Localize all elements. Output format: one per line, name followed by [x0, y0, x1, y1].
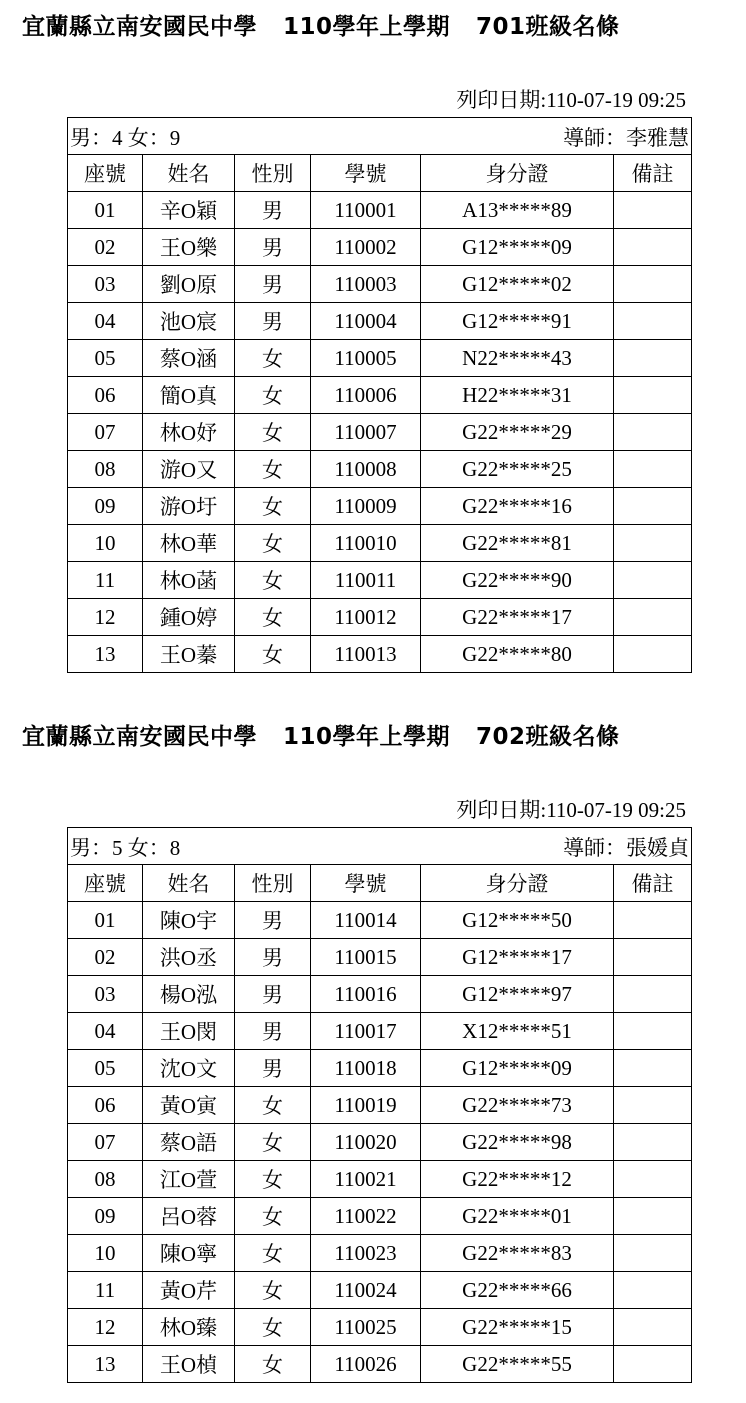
summary-cell	[68, 828, 692, 865]
gender-count: 男：4 女：9	[70, 126, 181, 150]
seat-cell: 06	[68, 1087, 143, 1124]
header-seat: 座號	[68, 155, 143, 192]
note-cell	[614, 414, 692, 451]
student-name-cell: 林O菡	[143, 562, 235, 599]
note-cell	[614, 1124, 692, 1161]
student-no-cell: 110003	[311, 266, 421, 303]
seat-cell: 03	[68, 976, 143, 1013]
table-row	[68, 488, 692, 525]
table-row	[68, 1235, 692, 1272]
table-row	[68, 1087, 692, 1124]
note-cell	[614, 525, 692, 562]
header-row	[68, 155, 692, 192]
note-cell	[614, 902, 692, 939]
gender-cell: 男	[235, 1013, 311, 1050]
table-row	[68, 451, 692, 488]
note-cell	[614, 1235, 692, 1272]
note-cell	[614, 488, 692, 525]
seat-cell: 09	[68, 1198, 143, 1235]
student-name-cell: 陳O寧	[143, 1235, 235, 1272]
id-no-cell: A13*****89	[421, 192, 614, 229]
id-no-cell: G22*****55	[421, 1346, 614, 1383]
note-cell	[614, 1013, 692, 1050]
table-row	[68, 976, 692, 1013]
note-cell	[614, 636, 692, 673]
note-cell	[614, 1198, 692, 1235]
seat-cell: 01	[68, 902, 143, 939]
gender-cell: 女	[235, 1161, 311, 1198]
gender-cell: 女	[235, 1272, 311, 1309]
student-name-cell: 江O萱	[143, 1161, 235, 1198]
term-label: 110學年上學期	[283, 14, 451, 40]
id-no-cell: G12*****97	[421, 976, 614, 1013]
student-name-cell: 黃O寅	[143, 1087, 235, 1124]
note-cell	[614, 939, 692, 976]
student-no-cell: 110018	[311, 1050, 421, 1087]
seat-cell: 13	[68, 636, 143, 673]
id-no-cell: G12*****50	[421, 902, 614, 939]
id-no-cell: G12*****09	[421, 1050, 614, 1087]
student-no-cell: 110026	[311, 1346, 421, 1383]
student-no-cell: 110007	[311, 414, 421, 451]
student-name-cell: 洪O丞	[143, 939, 235, 976]
student-name-cell: 劉O原	[143, 266, 235, 303]
note-cell	[614, 340, 692, 377]
homeroom-teacher: 導師：李雅慧	[563, 126, 690, 150]
student-name-cell: 游O又	[143, 451, 235, 488]
id-no-cell: G22*****66	[421, 1272, 614, 1309]
seat-cell: 06	[68, 377, 143, 414]
note-cell	[614, 599, 692, 636]
student-name-cell: 蔡O涵	[143, 340, 235, 377]
note-cell	[614, 1161, 692, 1198]
student-no-cell: 110025	[311, 1309, 421, 1346]
header-gender: 性別	[235, 865, 311, 902]
gender-cell: 女	[235, 414, 311, 451]
student-no-cell: 110006	[311, 377, 421, 414]
id-no-cell: G22*****81	[421, 525, 614, 562]
gender-cell: 女	[235, 525, 311, 562]
seat-cell: 11	[68, 1272, 143, 1309]
student-no-cell: 110001	[311, 192, 421, 229]
seat-cell: 05	[68, 1050, 143, 1087]
id-no-cell: G22*****98	[421, 1124, 614, 1161]
table-row	[68, 939, 692, 976]
note-cell	[614, 451, 692, 488]
student-no-cell: 110004	[311, 303, 421, 340]
student-name-cell: 簡O真	[143, 377, 235, 414]
seat-cell: 02	[68, 229, 143, 266]
id-no-cell: G22*****83	[421, 1235, 614, 1272]
student-no-cell: 110022	[311, 1198, 421, 1235]
student-name-cell: 蔡O語	[143, 1124, 235, 1161]
table-row	[68, 636, 692, 673]
header-id-no: 身分證	[421, 865, 614, 902]
gender-cell: 男	[235, 303, 311, 340]
student-no-cell: 110019	[311, 1087, 421, 1124]
id-no-cell: G22*****90	[421, 562, 614, 599]
id-no-cell: G12*****02	[421, 266, 614, 303]
print-date: 列印日期:110-07-19 09:25	[456, 798, 686, 822]
table-row	[68, 192, 692, 229]
table-row	[68, 377, 692, 414]
student-no-cell: 110023	[311, 1235, 421, 1272]
term-label: 110學年上學期	[283, 724, 451, 750]
student-no-cell: 110014	[311, 902, 421, 939]
seat-cell: 12	[68, 599, 143, 636]
student-no-cell: 110002	[311, 229, 421, 266]
student-name-cell: 沈O文	[143, 1050, 235, 1087]
header-note: 備註	[614, 865, 692, 902]
student-name-cell: 辛O穎	[143, 192, 235, 229]
header-id-no: 身分證	[421, 155, 614, 192]
student-no-cell: 110009	[311, 488, 421, 525]
header-student-no: 學號	[311, 155, 421, 192]
gender-cell: 男	[235, 902, 311, 939]
seat-cell: 10	[68, 525, 143, 562]
seat-cell: 08	[68, 1161, 143, 1198]
seat-cell: 04	[68, 1013, 143, 1050]
seat-cell: 08	[68, 451, 143, 488]
homeroom-teacher: 導師：張媛貞	[563, 836, 690, 860]
roster-table	[67, 827, 692, 1383]
seat-cell: 07	[68, 414, 143, 451]
gender-cell: 女	[235, 488, 311, 525]
header-name: 姓名	[143, 865, 235, 902]
note-cell	[614, 192, 692, 229]
header-row	[68, 865, 692, 902]
student-no-cell: 110024	[311, 1272, 421, 1309]
seat-cell: 10	[68, 1235, 143, 1272]
student-no-cell: 110005	[311, 340, 421, 377]
id-no-cell: G22*****16	[421, 488, 614, 525]
table-row	[68, 1198, 692, 1235]
gender-cell: 男	[235, 266, 311, 303]
id-no-cell: N22*****43	[421, 340, 614, 377]
gender-cell: 女	[235, 1198, 311, 1235]
gender-cell: 男	[235, 192, 311, 229]
seat-cell: 01	[68, 192, 143, 229]
note-cell	[614, 1050, 692, 1087]
seat-cell: 12	[68, 1309, 143, 1346]
table-row	[68, 1346, 692, 1383]
seat-cell: 02	[68, 939, 143, 976]
id-no-cell: G22*****73	[421, 1087, 614, 1124]
gender-cell: 女	[235, 1309, 311, 1346]
id-no-cell: G12*****09	[421, 229, 614, 266]
note-cell	[614, 1309, 692, 1346]
note-cell	[614, 1346, 692, 1383]
student-no-cell: 110008	[311, 451, 421, 488]
table-row	[68, 1309, 692, 1346]
seat-cell: 09	[68, 488, 143, 525]
gender-cell: 女	[235, 599, 311, 636]
class-title: 702班級名條	[476, 724, 620, 750]
id-no-cell: G22*****12	[421, 1161, 614, 1198]
note-cell	[614, 229, 692, 266]
table-row	[68, 303, 692, 340]
school-name: 宜蘭縣立南安國民中學	[22, 14, 257, 40]
gender-cell: 女	[235, 1087, 311, 1124]
seat-cell: 04	[68, 303, 143, 340]
student-name-cell: 林O臻	[143, 1309, 235, 1346]
table-row	[68, 1013, 692, 1050]
seat-cell: 03	[68, 266, 143, 303]
table-row	[68, 229, 692, 266]
student-name-cell: 楊O泓	[143, 976, 235, 1013]
student-name-cell: 林O妤	[143, 414, 235, 451]
id-no-cell: H22*****31	[421, 377, 614, 414]
student-name-cell: 黃O芹	[143, 1272, 235, 1309]
id-no-cell: X12*****51	[421, 1013, 614, 1050]
student-no-cell: 110013	[311, 636, 421, 673]
header-student-no: 學號	[311, 865, 421, 902]
id-no-cell: G22*****17	[421, 599, 614, 636]
table-row	[68, 525, 692, 562]
table-row	[68, 266, 692, 303]
note-cell	[614, 976, 692, 1013]
gender-cell: 女	[235, 377, 311, 414]
seat-cell: 11	[68, 562, 143, 599]
note-cell	[614, 562, 692, 599]
gender-cell: 男	[235, 939, 311, 976]
class-title: 701班級名條	[476, 14, 620, 40]
student-no-cell: 110015	[311, 939, 421, 976]
header-note: 備註	[614, 155, 692, 192]
summary-cell	[68, 118, 692, 155]
student-name-cell: 王O楨	[143, 1346, 235, 1383]
id-no-cell: G22*****01	[421, 1198, 614, 1235]
student-no-cell: 110012	[311, 599, 421, 636]
seat-cell: 13	[68, 1346, 143, 1383]
note-cell	[614, 1272, 692, 1309]
student-no-cell: 110011	[311, 562, 421, 599]
roster-title	[22, 8, 742, 41]
note-cell	[614, 303, 692, 340]
id-no-cell: G12*****17	[421, 939, 614, 976]
student-name-cell: 王O樂	[143, 229, 235, 266]
roster-body	[68, 828, 692, 1383]
student-no-cell: 110021	[311, 1161, 421, 1198]
gender-cell: 男	[235, 976, 311, 1013]
gender-count: 男：5 女：8	[70, 836, 181, 860]
student-name-cell: 池O宸	[143, 303, 235, 340]
note-cell	[614, 1087, 692, 1124]
id-no-cell: G22*****25	[421, 451, 614, 488]
summary-row	[68, 118, 692, 155]
table-row	[68, 1050, 692, 1087]
student-name-cell: 陳O宇	[143, 902, 235, 939]
school-name: 宜蘭縣立南安國民中學	[22, 724, 257, 750]
roster-table	[67, 117, 692, 673]
id-no-cell: G12*****91	[421, 303, 614, 340]
table-row	[68, 414, 692, 451]
id-no-cell: G22*****15	[421, 1309, 614, 1346]
seat-cell: 07	[68, 1124, 143, 1161]
note-cell	[614, 266, 692, 303]
gender-cell: 女	[235, 1235, 311, 1272]
seat-cell: 05	[68, 340, 143, 377]
student-name-cell: 林O華	[143, 525, 235, 562]
header-gender: 性別	[235, 155, 311, 192]
student-no-cell: 110016	[311, 976, 421, 1013]
student-no-cell: 110017	[311, 1013, 421, 1050]
id-no-cell: G22*****29	[421, 414, 614, 451]
print-date: 列印日期:110-07-19 09:25	[456, 88, 686, 112]
id-no-cell: G22*****80	[421, 636, 614, 673]
gender-cell: 女	[235, 636, 311, 673]
table-row	[68, 340, 692, 377]
gender-cell: 女	[235, 1346, 311, 1383]
table-row	[68, 1124, 692, 1161]
roster-title	[22, 718, 742, 751]
header-name: 姓名	[143, 155, 235, 192]
student-name-cell: 王O閔	[143, 1013, 235, 1050]
student-name-cell: 王O蓁	[143, 636, 235, 673]
gender-cell: 男	[235, 1050, 311, 1087]
gender-cell: 女	[235, 562, 311, 599]
student-no-cell: 110010	[311, 525, 421, 562]
student-no-cell: 110020	[311, 1124, 421, 1161]
gender-cell: 女	[235, 451, 311, 488]
table-row	[68, 902, 692, 939]
gender-cell: 男	[235, 229, 311, 266]
roster-body	[68, 118, 692, 673]
table-row	[68, 1161, 692, 1198]
student-name-cell: 游O圩	[143, 488, 235, 525]
header-seat: 座號	[68, 865, 143, 902]
table-row	[68, 1272, 692, 1309]
gender-cell: 女	[235, 1124, 311, 1161]
summary-row	[68, 828, 692, 865]
student-name-cell: 呂O蓉	[143, 1198, 235, 1235]
note-cell	[614, 377, 692, 414]
table-row	[68, 562, 692, 599]
student-name-cell: 鍾O婷	[143, 599, 235, 636]
table-row	[68, 599, 692, 636]
gender-cell: 女	[235, 340, 311, 377]
